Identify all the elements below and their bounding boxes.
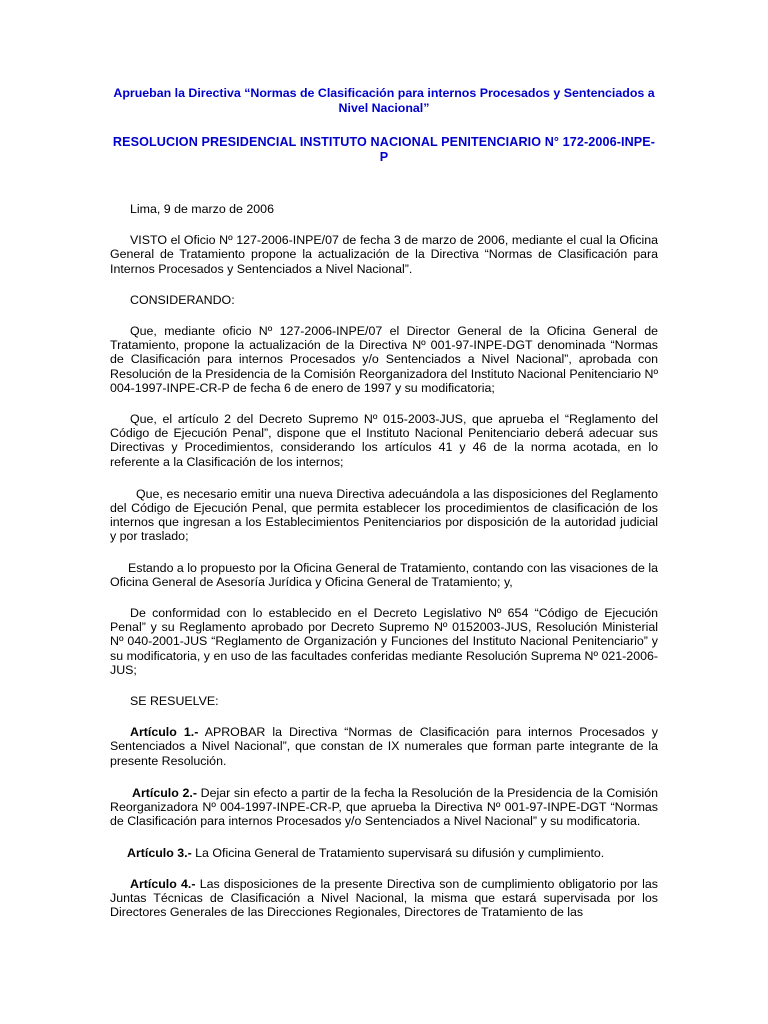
se-resuelve-heading: SE RESUELVE: xyxy=(130,694,219,709)
articulo-4-text: Las disposiciones de la presente Directiva son de cumplimiento obligatorio por las Juntas Técnicas de Clasificación a Nivel Nacional, la misma que estará supervisada por los Directores Generales de las Direcciones Regionales, Directores de Tratamiento de las xyxy=(110,876,658,920)
articulo-1-label: Artículo 1.- xyxy=(130,725,199,740)
articulo-4-label: Artículo 4.- xyxy=(130,876,196,891)
considerando-text-2: Que, el artículo 2 del Decreto Supremo Nº 015-2003-JUS, que aprueba el “Reglamento del Código de Ejecución Penal”, dispone que el Instituto Nacional Penitenciario deberá adecuar sus Directivas y Procedimientos, considerando los artículos 41 y 46 de la norma acotada, en lo referente a la Clasificación de los internos; xyxy=(110,412,658,469)
conformidad-text: De conformidad con lo establecido en el Decreto Legislativo Nº 654 “Código de Ejecución Penal” y su Reglamento aprobado por Decreto Supremo Nº 0152003-JUS, Resolución Ministerial Nº 040-2001-JUS “Reglamento de Organización y Funciones del Instituto Nacional Penitenciario” y su modificatoria, y en uso de las facultades conferidas mediante Resolución Suprema Nº 021-2006-JUS; xyxy=(110,606,658,677)
articulo-2-label: Artículo 2.- xyxy=(132,785,197,800)
articulo-4 xyxy=(110,877,658,920)
date-line: Lima, 9 de marzo de 2006 xyxy=(130,202,274,216)
considerando-text-1: Que, mediante oficio Nº 127-2006-INPE/07 el Director General de la Oficina General de Tratamiento, propone la actualización de la Directiva Nº 001-97-INPE-DGT denominada “Normas de Clasificación para internos Procesados y/o Sentenciados a Nivel Nacional”, aprobada con Resolución de la Presidencia de la Comisión Reorganizadora del Instituto Nacional Penitenciario Nº 004-1997-INPE-CR-P de fecha 6 de enero de 1997 y su modificatoria; xyxy=(110,324,658,395)
articulo-1-text: APROBAR la Directiva “Normas de Clasificación para internos Procesados y Sentenciados a Nivel Nacional”, que constan de IX numerales que forman parte integrante de la presente Resolución. xyxy=(110,725,658,768)
articulo-2-text: Dejar sin efecto a partir de la fecha la Resolución de la Presidencia de la Comisión Reorganizadora Nº 004-1997-INPE-CR-P, que aprueba la Directiva Nº 001-97-INPE-DGT “Normas de Clasificación para internos Procesados y/o Sentenciados a Nivel Nacional” y su modificatoria. xyxy=(110,785,658,829)
estando-paragraph xyxy=(110,561,658,589)
articulo-2 xyxy=(110,786,658,829)
visto-text: VISTO el Oficio Nº 127-2006-INPE/07 de fecha 3 de marzo de 2006, mediante el cual la Oficina General de Tratamiento propone la actualización de la Directiva “Normas de Clasificación para Internos Procesados y Sentenciados a Nivel Nacional”. xyxy=(110,233,658,276)
considerando-paragraph-3 xyxy=(110,487,658,544)
considerando-paragraph-1 xyxy=(110,324,658,395)
resolution-number-heading: RESOLUCION PRESIDENCIAL INSTITUTO NACIONAL PENITENCIARIO N° 172-2006-INPE-P xyxy=(112,135,656,164)
articulo-1 xyxy=(110,725,658,768)
document-page xyxy=(110,80,658,919)
estando-text: Estando a lo propuesto por la Oficina General de Tratamiento, contando con las visaciones de la Oficina General de Asesoría Jurídica y Oficina General de Tratamiento; y, xyxy=(110,560,658,589)
considerando-text-3: Que, es necesario emitir una nueva Directiva adecuándola a las disposiciones del Reglamento del Código de Ejecución Penal, que permita establecer los procedimientos de clasificación de los internos que ingresan a los Establecimientos Penitenciarios por disposición de la autoridad judicial y por traslado; xyxy=(110,486,658,544)
conformidad-paragraph xyxy=(110,606,658,677)
articulo-3-text: La Oficina General de Tratamiento supervisará su difusión y cumplimiento. xyxy=(191,845,605,860)
visto-paragraph xyxy=(110,233,658,276)
document-title: Aprueban la Directiva “Normas de Clasificación para internos Procesados y Sentenciados a Nivel Nacional” xyxy=(113,86,655,115)
articulo-3 xyxy=(110,846,658,860)
considerando-heading: CONSIDERANDO: xyxy=(130,292,235,307)
considerando-paragraph-2 xyxy=(110,412,658,469)
articulo-3-label: Artículo 3.- xyxy=(127,845,192,860)
